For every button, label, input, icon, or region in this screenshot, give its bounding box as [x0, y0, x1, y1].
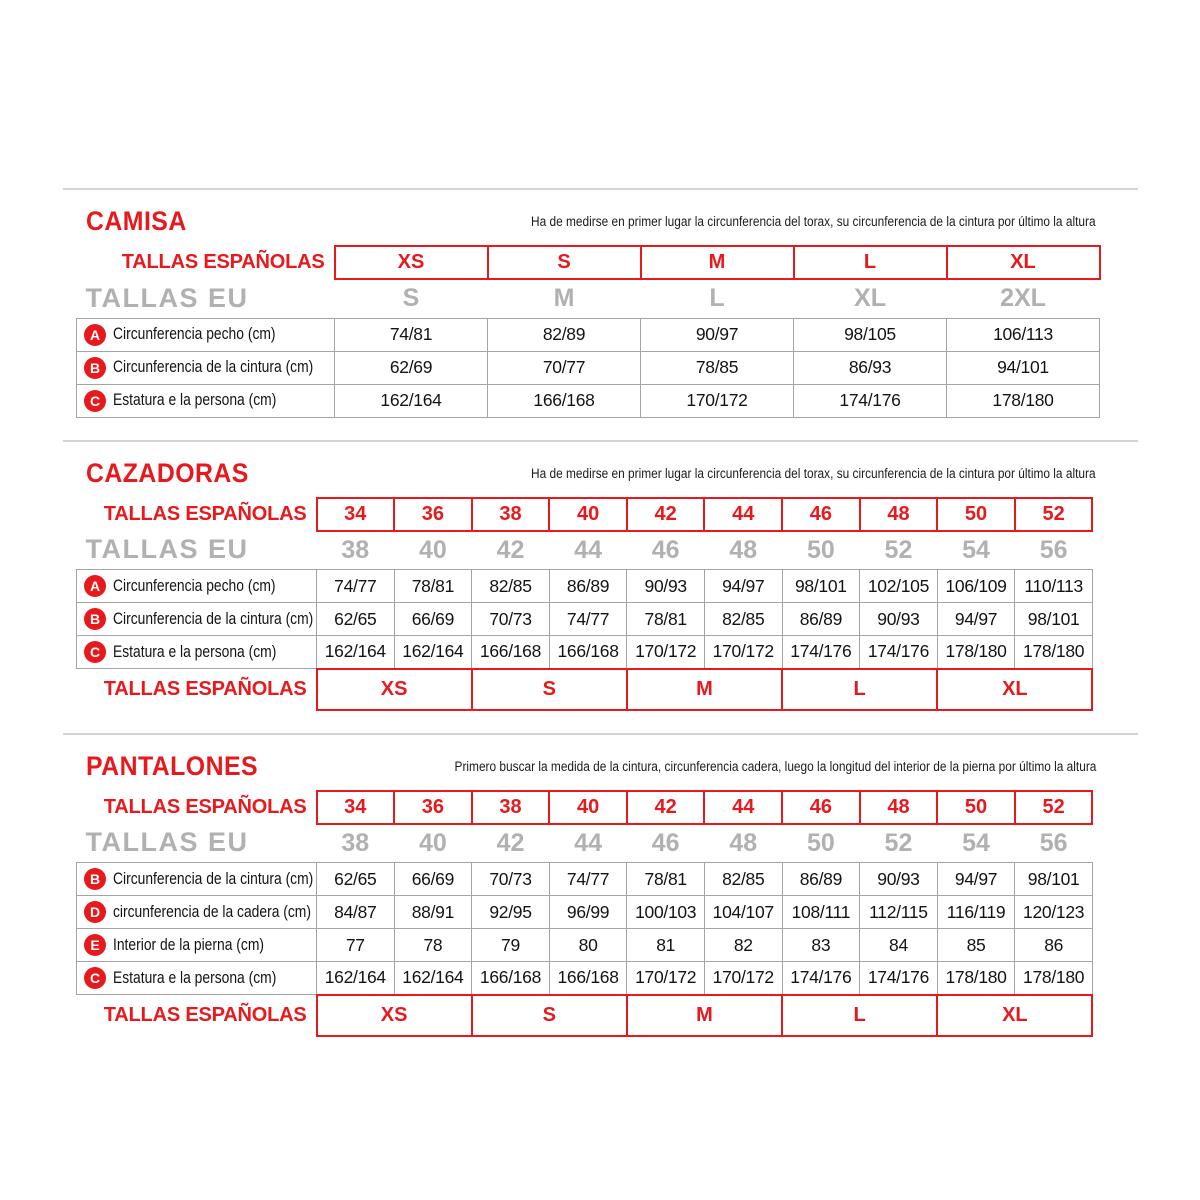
eu-size-cell: M	[553, 284, 575, 313]
measurement-value-cell: 66/69	[394, 863, 472, 896]
letter-badge-c: C	[84, 641, 106, 663]
spanish-size-cell: 42	[627, 791, 705, 824]
section-title-pantalones: PANTALONES	[86, 750, 259, 781]
label-tallas-eu: TALLAS EU	[85, 282, 249, 313]
measurement-label-cell	[77, 929, 317, 962]
section-pantalones	[63, 733, 1138, 1059]
measurement-value-cell: 84	[860, 929, 938, 962]
measurement-label-cell	[77, 863, 317, 896]
measurement-value-cell: 174/176	[860, 962, 938, 995]
size-group-cell: XL	[937, 669, 1092, 710]
measurement-value-cell: 178/180	[1015, 962, 1093, 995]
measurement-instructions-cazadoras: Ha de medirse en primer lugar la circunferencia del torax, su circunferencia de la cintura por último la altura	[531, 465, 1096, 481]
spanish-size-cell: 46	[782, 498, 860, 531]
eu-size-cell: S	[402, 284, 420, 313]
size-group-cell: XS	[317, 995, 472, 1036]
section-title-camisa: CAMISA	[86, 206, 187, 236]
eu-size-cell: 50	[806, 828, 835, 857]
measurement-row-a	[77, 318, 1100, 351]
eu-size-cell: 52	[884, 828, 913, 857]
measurement-value-cell: 77	[317, 929, 395, 962]
section-header-camisa	[63, 200, 1138, 245]
spanish-size-cell: 44	[704, 498, 782, 531]
measurement-value-cell: 74/81	[335, 318, 488, 351]
measurement-value-cell: 106/109	[937, 570, 1015, 603]
eu-size-cell: 40	[418, 828, 447, 857]
measurement-value-cell: 80	[549, 929, 627, 962]
measurement-value-cell: 70/73	[472, 603, 550, 636]
measurement-value-cell: 178/180	[937, 962, 1015, 995]
size-group-cell: S	[472, 995, 627, 1036]
spanish-size-cell: 44	[704, 791, 782, 824]
measurement-value-cell: 174/176	[782, 962, 860, 995]
measurement-label-cell	[77, 351, 335, 384]
measurement-value-cell: 66/69	[394, 603, 472, 636]
measurement-row-a	[77, 570, 1093, 603]
spanish-size-cell: XL	[947, 246, 1100, 279]
measurement-value-cell: 162/164	[394, 636, 472, 669]
measurement-label-cell	[77, 962, 317, 995]
eu-size-cell: 46	[651, 535, 680, 564]
spanish-size-cell: 34	[317, 498, 395, 531]
spanish-size-cell: S	[488, 246, 641, 279]
eu-size-cell: 48	[729, 828, 758, 857]
measurement-value-cell: 98/101	[1015, 603, 1093, 636]
eu-size-cell: 52	[884, 535, 913, 564]
label-tallas-espanolas: TALLAS ESPAÑOLAS	[103, 502, 307, 525]
label-tallas-espanolas: TALLAS ESPAÑOLAS	[121, 251, 325, 273]
measurement-value-cell: 79	[472, 929, 550, 962]
letter-badge-e: E	[84, 934, 106, 956]
label-tallas-espanolas: TALLAS ESPAÑOLAS	[103, 677, 307, 700]
section-camisa	[63, 188, 1138, 440]
measurement-row-b	[77, 351, 1100, 384]
spanish-size-cell: 42	[627, 498, 705, 531]
measurement-value-cell: 162/164	[335, 384, 488, 417]
row-spanish-sizes	[77, 498, 1093, 531]
measurement-value-cell: 162/164	[317, 636, 395, 669]
measurement-value-cell: 94/97	[937, 603, 1015, 636]
measurement-value-cell: 166/168	[488, 384, 641, 417]
spanish-size-cell: 50	[937, 791, 1015, 824]
measurement-row-d	[77, 896, 1093, 929]
letter-badge-d: D	[84, 901, 106, 923]
measurement-label: Circunferencia pecho (cm)	[113, 325, 276, 343]
size-group-cell: L	[782, 995, 937, 1036]
measurement-value-cell: 178/180	[937, 636, 1015, 669]
measurement-label: Circunferencia de la cintura (cm)	[113, 609, 314, 628]
row-spanish-sizes	[77, 246, 1100, 279]
measurement-value-cell: 81	[627, 929, 705, 962]
eu-size-cell: 38	[341, 535, 370, 564]
measurement-value-cell: 170/172	[641, 384, 794, 417]
eu-size-cell: 50	[806, 535, 835, 564]
spanish-size-cell: 36	[394, 791, 472, 824]
size-table-camisa	[76, 245, 1101, 418]
eu-size-cell: 40	[418, 535, 447, 564]
measurement-value-cell: 94/97	[937, 863, 1015, 896]
measurement-value-cell: 178/180	[947, 384, 1100, 417]
row-eu-sizes	[77, 824, 1093, 863]
measurement-value-cell: 88/91	[394, 896, 472, 929]
spanish-size-cell: 46	[782, 791, 860, 824]
measurement-label: Estatura e la persona (cm)	[113, 968, 277, 987]
measurement-value-cell: 94/101	[947, 351, 1100, 384]
measurement-row-c	[77, 636, 1093, 669]
eu-size-cell: 56	[1039, 535, 1068, 564]
size-table-cazadoras	[76, 497, 1093, 711]
measurement-value-cell: 94/97	[704, 570, 782, 603]
measurement-row-b	[77, 603, 1093, 636]
measurement-value-cell: 78/81	[627, 863, 705, 896]
measurement-value-cell: 98/101	[782, 570, 860, 603]
spanish-size-cell: 40	[549, 791, 627, 824]
measurement-value-cell: 174/176	[794, 384, 947, 417]
measurement-value-cell: 90/97	[641, 318, 794, 351]
measurement-value-cell: 162/164	[394, 962, 472, 995]
measurement-value-cell: 174/176	[860, 636, 938, 669]
measurement-value-cell: 166/168	[472, 636, 550, 669]
letter-badge-a: A	[84, 575, 106, 597]
measurement-value-cell: 178/180	[1015, 636, 1093, 669]
spanish-size-cell: 50	[937, 498, 1015, 531]
spanish-size-cell: 38	[472, 498, 550, 531]
measurement-label-cell	[77, 384, 335, 417]
spanish-size-cell: 52	[1015, 498, 1093, 531]
letter-badge-c: C	[84, 967, 106, 989]
label-tallas-espanolas: TALLAS ESPAÑOLAS	[103, 1003, 307, 1026]
measurement-label: Estatura e la persona (cm)	[113, 642, 277, 661]
spanish-size-cell: XS	[335, 246, 488, 279]
measurement-row-b	[77, 863, 1093, 896]
measurement-value-cell: 166/168	[549, 962, 627, 995]
row-eu-sizes	[77, 531, 1093, 570]
measurement-value-cell: 92/95	[472, 896, 550, 929]
measurement-value-cell: 102/105	[860, 570, 938, 603]
measurement-value-cell: 74/77	[549, 863, 627, 896]
eu-size-cell: 46	[651, 828, 680, 857]
spanish-size-cell: 34	[317, 791, 395, 824]
measurement-value-cell: 82/85	[704, 603, 782, 636]
section-header-cazadoras	[63, 452, 1138, 497]
measurement-value-cell: 82/85	[472, 570, 550, 603]
size-group-cell: XL	[937, 995, 1092, 1036]
measurement-value-cell: 62/65	[317, 603, 395, 636]
spanish-size-cell: 38	[472, 791, 550, 824]
measurement-instructions-pantalones: Primero buscar la medida de la cintura, circunferencia cadera, luego la longitud del interior de la pierna por último la altura	[454, 758, 1096, 774]
measurement-label-cell	[77, 636, 317, 669]
label-tallas-eu: TALLAS EU	[85, 827, 249, 858]
spanish-size-cell: M	[641, 246, 794, 279]
measurement-value-cell: 78	[394, 929, 472, 962]
eu-size-cell: 54	[962, 535, 990, 564]
measurement-value-cell: 162/164	[317, 962, 395, 995]
measurement-value-cell: 98/105	[794, 318, 947, 351]
measurement-row-c	[77, 384, 1100, 417]
measurement-value-cell: 98/101	[1015, 863, 1093, 896]
size-group-cell: XS	[317, 669, 472, 710]
measurement-value-cell: 70/77	[488, 351, 641, 384]
eu-size-cell: 2XL	[1000, 284, 1046, 313]
measurement-value-cell: 74/77	[549, 603, 627, 636]
eu-size-cell: 38	[341, 828, 370, 857]
measurement-label-cell	[77, 896, 317, 929]
size-group-cell: S	[472, 669, 627, 710]
label-tallas-espanolas: TALLAS ESPAÑOLAS	[103, 795, 307, 818]
eu-size-cell: 56	[1039, 828, 1068, 857]
eu-size-cell: 42	[496, 828, 525, 857]
measurement-value-cell: 90/93	[860, 603, 938, 636]
measurement-value-cell: 166/168	[472, 962, 550, 995]
measurement-value-cell: 96/99	[549, 896, 627, 929]
measurement-value-cell: 110/113	[1015, 570, 1093, 603]
measurement-label: Circunferencia de la cintura (cm)	[113, 358, 314, 376]
measurement-value-cell: 106/113	[947, 318, 1100, 351]
measurement-value-cell: 170/172	[704, 636, 782, 669]
measurement-value-cell: 86/89	[782, 863, 860, 896]
measurement-value-cell: 170/172	[704, 962, 782, 995]
measurement-label-cell	[77, 603, 317, 636]
measurement-value-cell: 62/65	[317, 863, 395, 896]
measurement-value-cell: 170/172	[627, 636, 705, 669]
label-tallas-eu: TALLAS EU	[85, 534, 249, 565]
spanish-size-cell: 36	[394, 498, 472, 531]
measurement-value-cell: 82	[704, 929, 782, 962]
spanish-size-cell: L	[794, 246, 947, 279]
measurement-label: circunferencia de la cadera (cm)	[113, 902, 311, 921]
measurement-label-cell	[77, 318, 335, 351]
measurement-value-cell: 78/81	[394, 570, 472, 603]
measurement-value-cell: 86/89	[782, 603, 860, 636]
measurement-value-cell: 116/119	[937, 896, 1015, 929]
measurement-value-cell: 120/123	[1015, 896, 1093, 929]
size-table-pantalones	[76, 790, 1093, 1037]
eu-size-cell: 44	[574, 828, 602, 857]
measurement-value-cell: 78/85	[641, 351, 794, 384]
measurement-value-cell: 82/85	[704, 863, 782, 896]
eu-size-cell: 54	[962, 828, 990, 857]
section-title-cazadoras: CAZADORAS	[86, 457, 249, 488]
size-group-cell: M	[627, 669, 782, 710]
measurement-label: Circunferencia pecho (cm)	[113, 576, 276, 595]
measurement-value-cell: 170/172	[627, 962, 705, 995]
spanish-size-cell: 48	[860, 791, 938, 824]
eu-size-cell: 42	[496, 535, 525, 564]
spanish-size-cell: 40	[549, 498, 627, 531]
section-header-pantalones	[63, 745, 1138, 790]
letter-badge-b: B	[84, 357, 106, 379]
measurement-value-cell: 90/93	[627, 570, 705, 603]
measurement-value-cell: 86/89	[549, 570, 627, 603]
row-spanish-size-groups	[77, 669, 1093, 710]
letter-badge-c: C	[84, 390, 106, 412]
spanish-size-cell: 52	[1015, 791, 1093, 824]
measurement-row-e	[77, 929, 1093, 962]
measurement-value-cell: 112/115	[860, 896, 938, 929]
measurement-value-cell: 86	[1015, 929, 1093, 962]
measurement-value-cell: 84/87	[317, 896, 395, 929]
measurement-value-cell: 74/77	[317, 570, 395, 603]
section-cazadoras	[63, 440, 1138, 733]
measurement-label: Estatura e la persona (cm)	[113, 391, 277, 409]
measurement-label-cell	[77, 570, 317, 603]
measurement-value-cell: 174/176	[782, 636, 860, 669]
measurement-value-cell: 85	[937, 929, 1015, 962]
measurement-value-cell: 62/69	[335, 351, 488, 384]
eu-size-cell: L	[709, 284, 725, 313]
measurement-row-c	[77, 962, 1093, 995]
measurement-value-cell: 82/89	[488, 318, 641, 351]
eu-size-cell: 48	[729, 535, 758, 564]
measurement-value-cell: 86/93	[794, 351, 947, 384]
row-spanish-size-groups	[77, 995, 1093, 1036]
measurement-label: Interior de la pierna (cm)	[113, 935, 264, 954]
measurement-value-cell: 104/107	[704, 896, 782, 929]
measurement-value-cell: 78/81	[627, 603, 705, 636]
measurement-value-cell: 90/93	[860, 863, 938, 896]
measurement-value-cell: 166/168	[549, 636, 627, 669]
row-spanish-sizes	[77, 791, 1093, 824]
measurement-instructions-camisa: Ha de medirse en primer lugar la circunferencia del torax, su circunferencia de la cintura por último la altura	[531, 214, 1096, 229]
eu-size-cell: XL	[854, 284, 886, 313]
measurement-value-cell: 70/73	[472, 863, 550, 896]
letter-badge-b: B	[84, 868, 106, 890]
eu-size-cell: 44	[574, 535, 602, 564]
spanish-size-cell: 48	[860, 498, 938, 531]
measurement-label: Circunferencia de la cintura (cm)	[113, 869, 314, 888]
size-group-cell: M	[627, 995, 782, 1036]
letter-badge-a: A	[84, 324, 106, 346]
row-eu-sizes	[77, 279, 1100, 318]
size-group-cell: L	[782, 669, 937, 710]
letter-badge-b: B	[84, 608, 106, 630]
measurement-value-cell: 100/103	[627, 896, 705, 929]
measurement-value-cell: 108/111	[782, 896, 860, 929]
measurement-value-cell: 83	[782, 929, 860, 962]
